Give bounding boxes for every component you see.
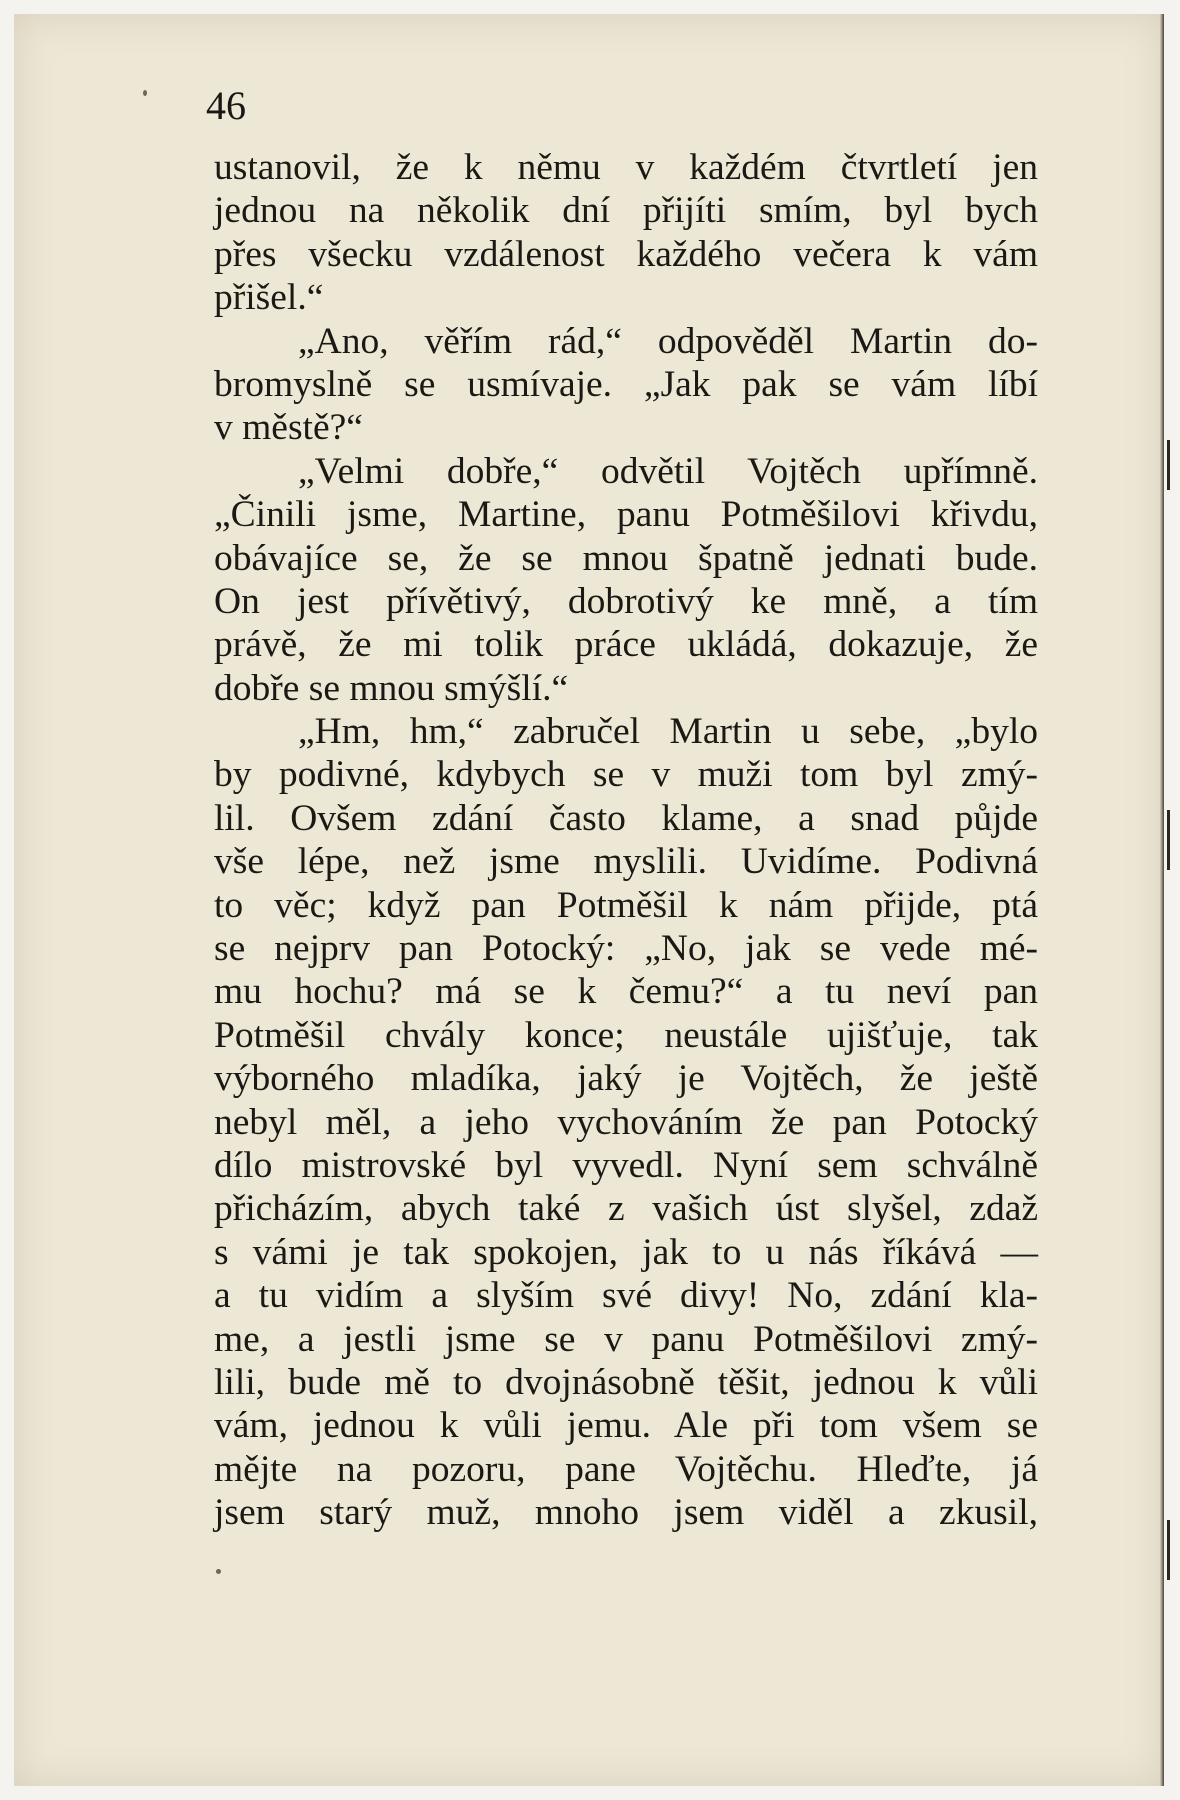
- text-line: bromyslně se usmívaje. „Jak pak se vám líbí: [214, 363, 1038, 405]
- text-line: jsem starý muž, mnoho jsem viděl a zkusil,: [214, 1492, 1038, 1534]
- page-edge-mark: [1167, 810, 1170, 870]
- text-line: v městě?“: [214, 407, 363, 449]
- text-line: by podivné, kdybych se v muži tom byl zmý-: [214, 754, 1038, 796]
- page-edge: [1160, 14, 1164, 1786]
- text-line: jednou na několik dní přijíti smím, byl bych: [214, 190, 1038, 232]
- text-line: vše lépe, než jsme myslili. Uvidíme. Podivná: [214, 841, 1038, 883]
- page-edge-mark: [1167, 440, 1170, 490]
- page-edge-mark: [1167, 1520, 1170, 1580]
- text-line: lili, bude mě to dvojnásobně těšit, jednou k vůli: [214, 1361, 1038, 1403]
- dust-speck: [143, 90, 147, 96]
- text-line: „Ano, věřím rád,“ odpověděl Martin do-: [298, 320, 1038, 362]
- text-line: „Velmi dobře,“ odvětil Vojtěch upřímně.: [298, 450, 1038, 492]
- text-line: právě, že mi tolik práce ukládá, dokazuje, že: [214, 624, 1038, 666]
- body-text: [214, 146, 1038, 1535]
- text-line: Potměšil chvály konce; neustále ujišťuje, tak: [214, 1014, 1038, 1056]
- text-line: „Činili jsme, Martine, panu Potměšilovi křivdu,: [214, 494, 1038, 536]
- dust-speck: [216, 1569, 221, 1574]
- text-line: mějte na pozoru, pane Vojtěchu. Hleďte, já: [214, 1448, 1038, 1490]
- text-line: „Hm, hm,“ zabručel Martin u sebe, „bylo: [298, 711, 1038, 753]
- text-line: vám, jednou k vůli jemu. Ale při tom všem se: [214, 1405, 1038, 1447]
- text-line: ustanovil, že k němu v každém čtvrtletí jen: [214, 147, 1038, 188]
- text-line: přišel.“: [214, 277, 324, 319]
- text-line: lil. Ovšem zdání často klame, a snad půjde: [214, 797, 1038, 839]
- text-line: obávajíce se, že se mnou špatně jednati bude.: [214, 537, 1038, 579]
- text-line: se nejprv pan Potocký: „No, jak se vede mé-: [214, 928, 1038, 970]
- text-line: výborného mladíka, jaký je Vojtěch, že ještě: [214, 1058, 1038, 1100]
- text-line: to věc; když pan Potměšil k nám přijde, ptá: [214, 884, 1038, 926]
- page-number: 46: [206, 83, 246, 128]
- text-line: dobře se mnou smýšlí.“: [214, 667, 569, 709]
- text-line: přes všecku vzdálenost každého večera k vám: [214, 233, 1038, 275]
- text-line: s vámi je tak spokojen, jak to u nás říkává —: [214, 1231, 1038, 1273]
- text-line: mu hochu? má se k čemu?“ a tu neví pan: [214, 971, 1038, 1013]
- text-line: On jest přívětivý, dobrotivý ke mně, a tím: [214, 580, 1038, 622]
- text-line: nebyl měl, a jeho vychováním že pan Potocký: [214, 1101, 1038, 1143]
- text-line: a tu vidím a slyším své divy! No, zdání kla-: [214, 1275, 1038, 1317]
- text-line: přicházím, abych také z vašich úst slyšel, zdaž: [214, 1188, 1038, 1230]
- text-line: dílo mistrovské byl vyvedl. Nyní sem schválně: [214, 1144, 1038, 1186]
- text-line: me, a jestli jsme se v panu Potměšilovi zmý-: [214, 1318, 1038, 1360]
